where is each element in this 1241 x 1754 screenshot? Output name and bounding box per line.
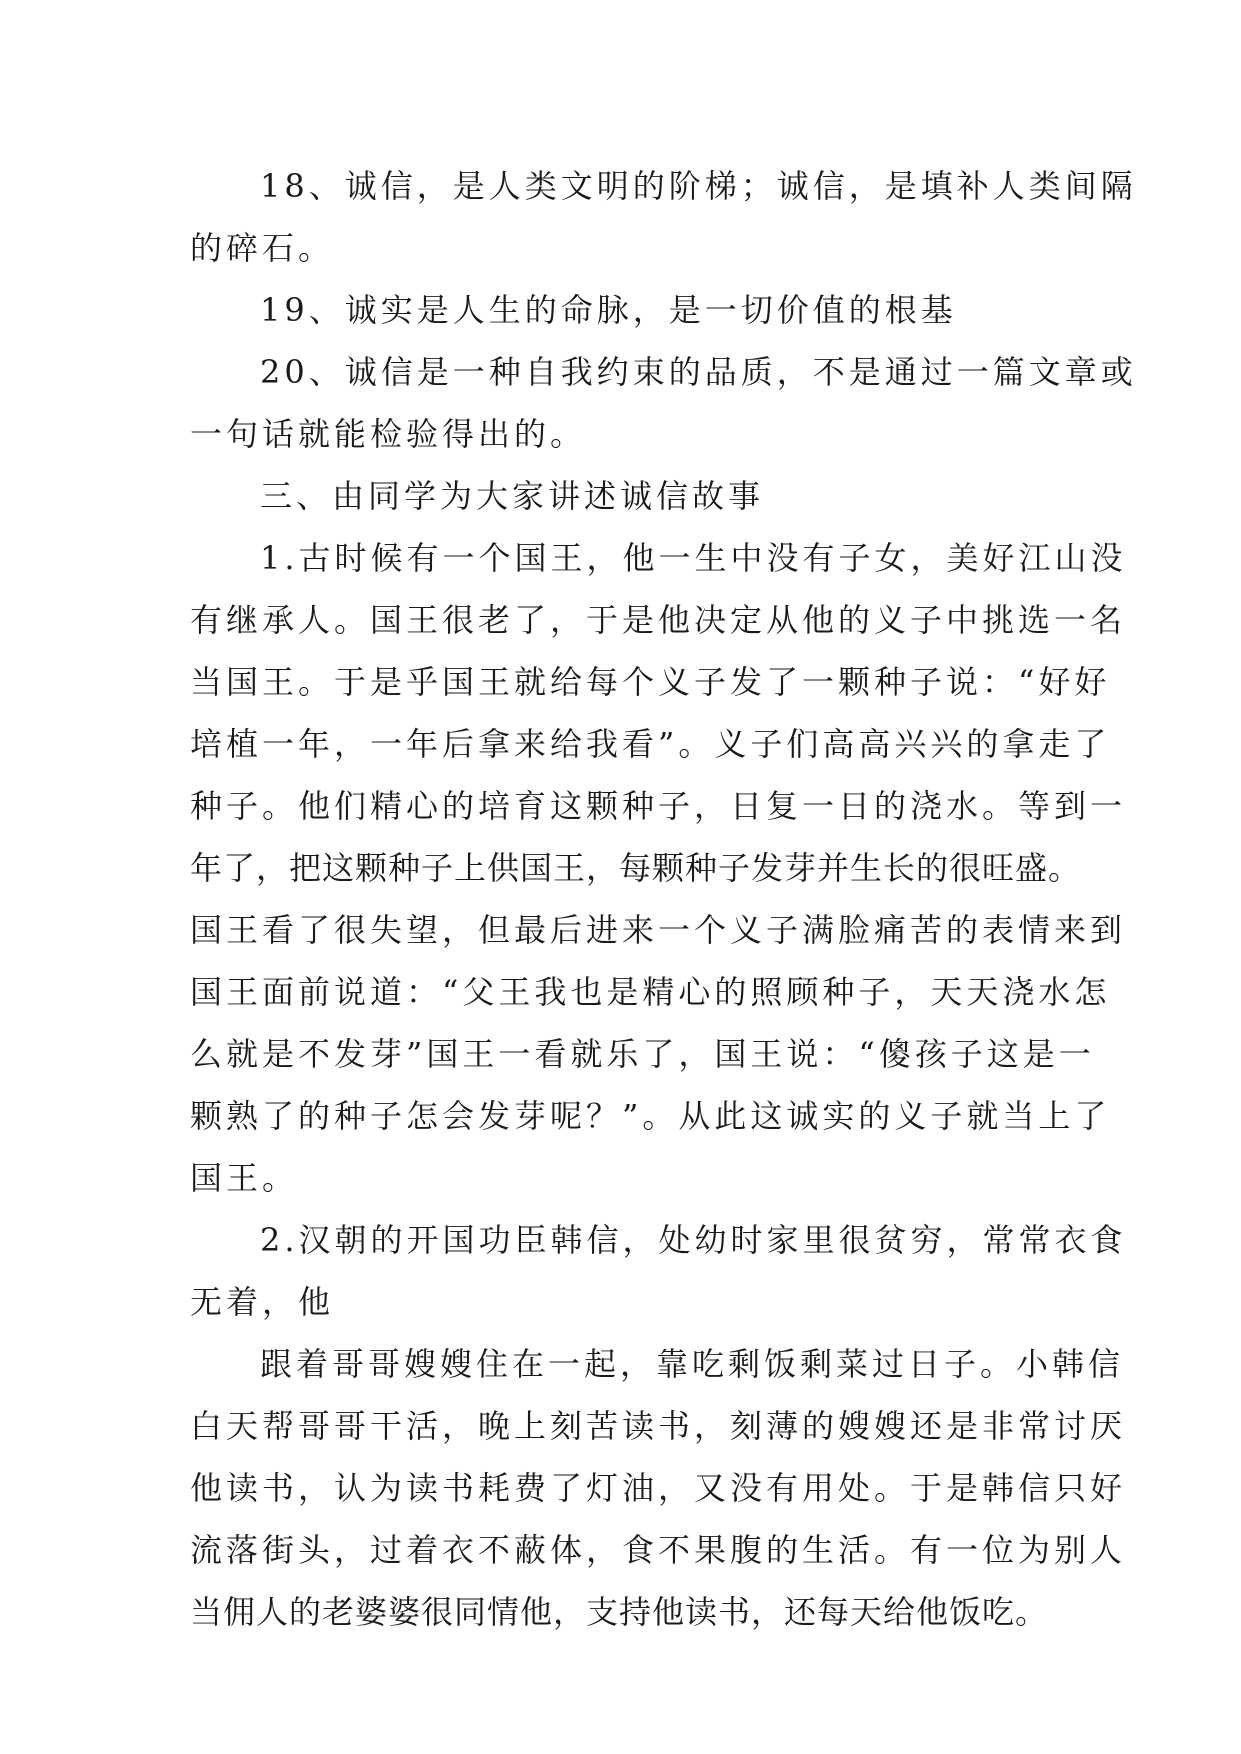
text-line: 当佣人的老婆婆很同情他，支持他读书，还每天给他饭吃。 [190,1593,1049,1631]
text-line: 18、诚信，是人类文明的阶梯；诚信，是填补人类间隔 [260,167,1137,205]
text-line: 跟着哥哥嫂嫂住在一起，靠吃剩饭剩菜过日子。小韩信 [260,1345,1125,1383]
text-line: 培植一年，一年后拿来给我看”。义子们高高兴兴的拿走了 [190,725,1111,763]
section-heading: 三、由同学为大家讲述诚信故事 [260,477,765,515]
text-line: 年了，把这颗种子上供国王，每颗种子发芽并生长的很旺盛。 [190,849,1082,887]
text-line: 流落街头，过着衣不蔽体，食不果腹的生活。有一位为别人 [190,1531,1127,1569]
text-line: 无着，他 [190,1283,335,1321]
text-line: 19、诚实是人生的命脉，是一切价值的根基 [260,291,957,329]
text-line: 他读书，认为读书耗费了灯油，又没有用处。于是韩信只好 [190,1469,1127,1507]
text-line: 一句话就能检验得出的。 [190,415,587,453]
text-line: 国王。 [190,1159,299,1197]
document-body [190,155,1137,1643]
text-line: 种子。他们精心的培育这颗种子，日复一日的浇水。等到一 [190,787,1127,825]
text-line: 有继承人。国王很老了，于是他决定从他的义子中挑选一名 [190,601,1127,639]
text-line: 当国王。于是乎国王就给每个义子发了一颗种子说：“好好 [190,663,1111,701]
text-line: 白天帮哥哥干活，晚上刻苦读书，刻薄的嫂嫂还是非常讨厌 [190,1407,1127,1445]
text-line: 20、诚信是一种自我约束的品质，不是通过一篇文章或 [260,353,1137,391]
text-line: 国王面前说道：“父王我也是精心的照顾种子，天天浇水怎 [190,973,1111,1011]
text-line: 国王看了很失望，但最后进来一个义子满脸痛苦的表情来到 [190,911,1127,949]
text-line: 2.汉朝的开国功臣韩信，处幼时家里很贫穷，常常衣食 [260,1221,1127,1259]
text-line: 么就是不发芽”国王一看就乐了，国王说：“傻孩子这是一 [190,1035,1095,1073]
text-line: 1.古时候有一个国王，他一生中没有子女，美好江山没 [260,539,1127,577]
text-line: 颗熟了的种子怎会发芽呢？”。从此这诚实的义子就当上了 [190,1097,1111,1135]
text-line: 的碎石。 [190,229,335,267]
